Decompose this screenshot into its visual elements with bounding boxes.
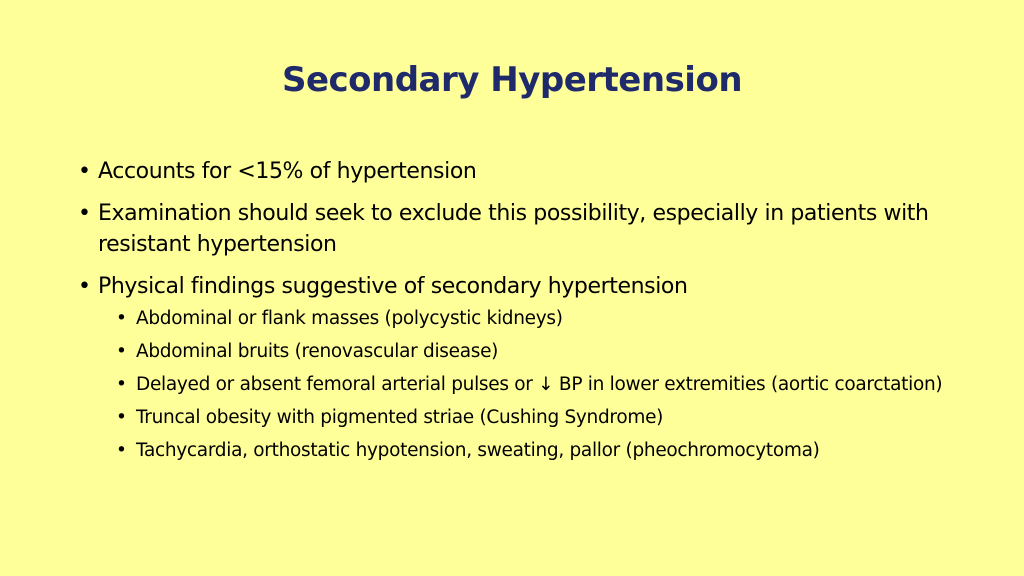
bullet-item: • Examination should seek to exclude this possibility, especially in patients with resistant hypertension xyxy=(78,198,978,260)
sub-bullet-item: • Delayed or absent femoral arterial pulses or ↓ BP in lower extremities (aortic coarctation) xyxy=(116,372,978,398)
sub-bullet-item: • Abdominal or flank masses (polycystic kidneys) xyxy=(116,306,978,332)
bullet-item: • Accounts for <15% of hypertension xyxy=(78,156,978,187)
sub-bullet-item: • Abdominal bruits (renovascular disease) xyxy=(116,339,978,365)
bullet-item xyxy=(78,271,978,464)
bullet-item-text: Physical findings suggestive of secondary hypertension xyxy=(98,274,688,299)
sub-bullet-item: • Tachycardia, orthostatic hypotension, sweating, pallor (pheochromocytoma) xyxy=(116,438,978,464)
slide-content xyxy=(78,156,978,475)
sub-bullet-list xyxy=(116,306,978,464)
bullet-list xyxy=(78,156,978,464)
slide-title: Secondary Hypertension xyxy=(281,60,743,100)
sub-bullet-item: • Truncal obesity with pigmented striae (Cushing Syndrome) xyxy=(116,405,978,431)
